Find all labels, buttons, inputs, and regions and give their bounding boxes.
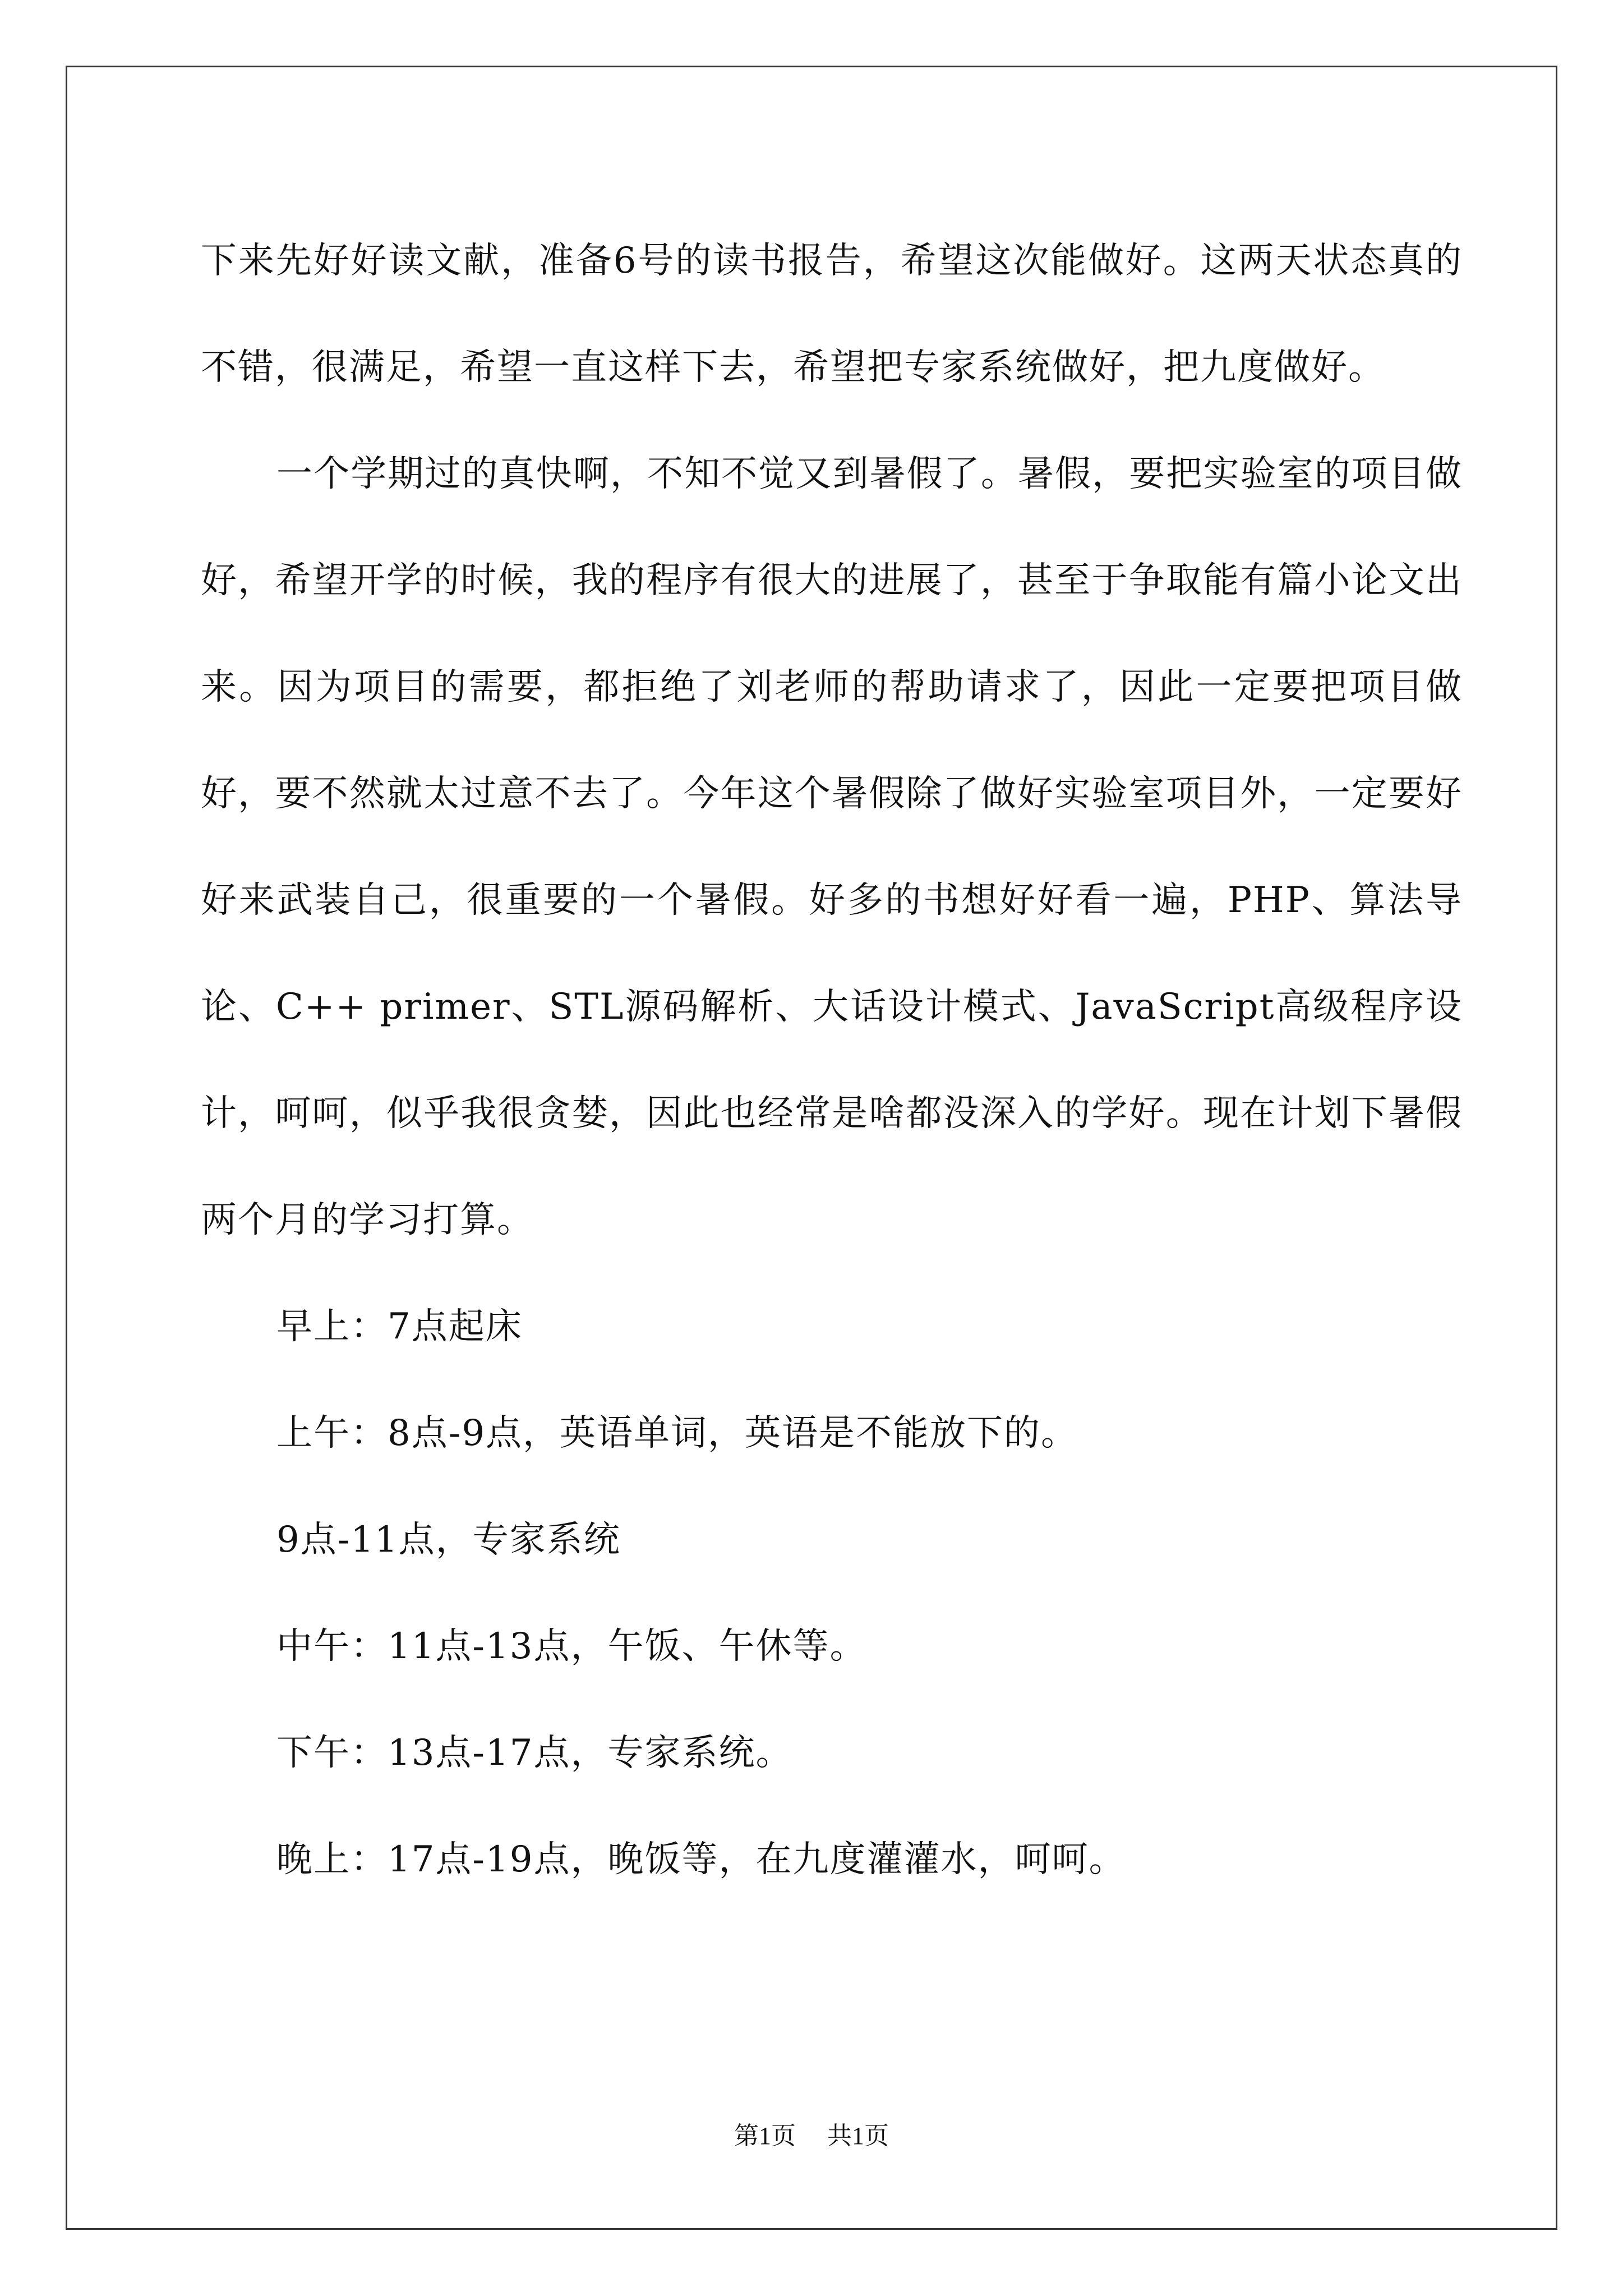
schedule-afternoon: 下午：13点-17点，专家系统。 bbox=[276, 1732, 793, 1774]
page-total: 共1页 bbox=[827, 2122, 889, 2150]
page-number: 第1页 bbox=[734, 2122, 796, 2150]
schedule-evening: 晚上：17点-19点，晚饭等，在九度灌灌水，呵呵。 bbox=[276, 1839, 1126, 1880]
paragraph-2: 一个学期过的真快啊，不知不觉又到暑假了。暑假，要把实验室的项目做好，希望开学的时候，我的程序有很大的进展了，甚至于争取能有篇小论文出来。因为项目的需要，都拒绝了刘老师的帮助请求了，因此一定要把项目做好，要不然就太过意不去了。今年这个暑假除了做好实验室项目外，一定要好好来武装自己，很重要的一个暑假。好多的书想好好看一遍，PHP、算法导论、C++ primer、STL源码解析、大话设计模式、JavaScript高级程序设计，呵呵，似乎我很贪婪，因此也经常是啥都没深入的学好。现在计划下暑假两个月的学习打算。 bbox=[201, 453, 1463, 1241]
schedule-morning: 早上：7点起床 bbox=[276, 1306, 523, 1347]
page-footer bbox=[0, 2119, 1623, 2153]
schedule-noon: 中午：11点-13点，午饭、午休等。 bbox=[276, 1626, 867, 1667]
schedule-forenoon-2: 9点-11点，专家系统 bbox=[276, 1519, 621, 1561]
paragraph-1: 下来先好好读文献，准备6号的读书报告，希望这次能做好。这两天状态真的不错，很满足，希望一直这样下去，希望把专家系统做好，把九度做好。 bbox=[201, 240, 1463, 388]
document-body bbox=[201, 208, 1463, 1913]
schedule-forenoon-1: 上午：8点-9点，英语单词，英语是不能放下的。 bbox=[276, 1412, 1078, 1454]
